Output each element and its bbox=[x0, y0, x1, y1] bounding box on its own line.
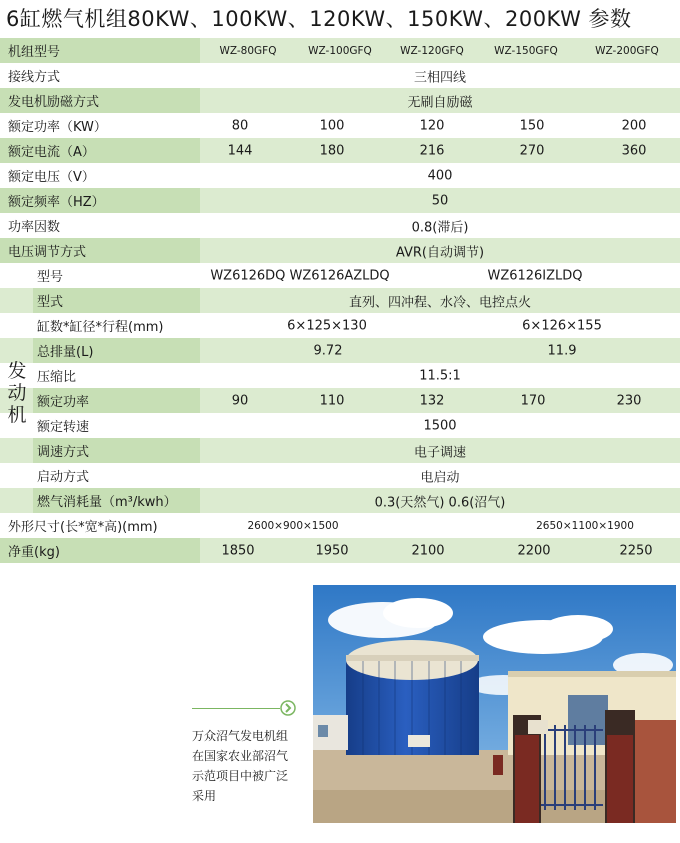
cell: WZ-80GFQ bbox=[219, 44, 277, 57]
biogas-plant-photo bbox=[313, 585, 676, 823]
cell: WZ6126IZLDQ bbox=[487, 268, 583, 283]
table-row bbox=[0, 138, 680, 163]
cell: 216 bbox=[419, 143, 445, 158]
cell: 1850 bbox=[221, 543, 255, 558]
row-label: 额定功率 bbox=[33, 388, 200, 413]
cell: 2650×1100×1900 bbox=[536, 519, 634, 532]
cell: WZ-100GFQ bbox=[308, 44, 372, 57]
cell: WZ-120GFQ bbox=[400, 44, 464, 57]
table-row bbox=[0, 463, 680, 488]
cell: 270 bbox=[519, 143, 545, 158]
table-row bbox=[0, 163, 680, 188]
table-row bbox=[0, 63, 680, 88]
caption-line: 万众沼气发电机组 bbox=[192, 729, 289, 743]
cell: 50 bbox=[431, 193, 449, 208]
row-label: 发电机励磁方式 bbox=[0, 88, 200, 113]
row-label: 型号 bbox=[37, 270, 64, 285]
cell: 2200 bbox=[517, 543, 551, 558]
table-row bbox=[0, 238, 680, 263]
cell: 230 bbox=[616, 393, 642, 408]
cell: 1500 bbox=[423, 418, 457, 433]
row-label: 燃气消耗量（m³/kwh） bbox=[33, 488, 200, 513]
cell: 2250 bbox=[619, 543, 653, 558]
row-label: 额定电流（A） bbox=[0, 138, 200, 163]
table-row bbox=[0, 513, 680, 538]
page-title: 6缸燃气机组80KW、100KW、120KW、150KW、200KW 参数 bbox=[6, 7, 632, 31]
row-label: 接线方式 bbox=[8, 70, 61, 85]
row-label: 型式 bbox=[33, 288, 200, 313]
table-row bbox=[0, 388, 680, 413]
table-row bbox=[0, 438, 680, 463]
cell: 2600×900×1500 bbox=[247, 519, 339, 532]
caption-line: 采用 bbox=[192, 789, 217, 803]
cell: 电启动 bbox=[420, 470, 460, 485]
photo-illustration bbox=[313, 585, 676, 823]
cell: 132 bbox=[419, 393, 445, 408]
cell: 11.9 bbox=[547, 343, 577, 358]
cell: 0.3(天然气) 0.6(沼气) bbox=[374, 495, 506, 510]
caption-line: 示范项目中被广泛 bbox=[192, 769, 289, 783]
table-row bbox=[0, 288, 680, 313]
chevron-right-icon bbox=[280, 700, 296, 716]
table-row bbox=[0, 363, 680, 388]
cell: 144 bbox=[227, 143, 253, 158]
cell: 9.72 bbox=[313, 343, 343, 358]
photo-caption bbox=[192, 726, 288, 806]
cell: WZ-200GFQ bbox=[595, 44, 659, 57]
row-label: 额定功率（KW） bbox=[8, 120, 107, 135]
cell: 三相四线 bbox=[413, 70, 467, 85]
table-row bbox=[0, 88, 680, 113]
engine-section-label: 发动机 bbox=[7, 360, 27, 426]
cell: 无刷自励磁 bbox=[407, 95, 473, 110]
cell: 80 bbox=[231, 118, 249, 133]
cell: 直列、四冲程、水冷、电控点火 bbox=[348, 295, 532, 310]
table-row bbox=[0, 38, 680, 63]
table-row bbox=[0, 113, 680, 138]
cell: 180 bbox=[319, 143, 345, 158]
row-label: 启动方式 bbox=[37, 470, 90, 485]
row-label: 外形尺寸(长*宽*高)(mm) bbox=[8, 520, 158, 535]
cell: WZ6126DQ WZ6126AZLDQ bbox=[210, 268, 390, 283]
table-row bbox=[0, 488, 680, 513]
table-row bbox=[0, 338, 680, 363]
row-label: 额定电压（V） bbox=[8, 170, 95, 185]
table-row bbox=[0, 213, 680, 238]
row-label: 功率因数 bbox=[8, 220, 61, 235]
table-row bbox=[0, 413, 680, 438]
cell: 6×125×130 bbox=[287, 318, 367, 333]
cell: 0.8(滞后) bbox=[411, 220, 469, 235]
cell: WZ-150GFQ bbox=[494, 44, 558, 57]
table-row bbox=[0, 313, 680, 338]
cell: 100 bbox=[319, 118, 345, 133]
table-row bbox=[0, 188, 680, 213]
cell: 400 bbox=[427, 168, 453, 183]
cell: 90 bbox=[231, 393, 249, 408]
cell: 电子调速 bbox=[413, 445, 467, 460]
table-row bbox=[0, 263, 680, 288]
row-label: 净重(kg) bbox=[0, 538, 200, 563]
spec-table bbox=[0, 38, 680, 563]
cell: 6×126×155 bbox=[522, 318, 602, 333]
cell: 1950 bbox=[315, 543, 349, 558]
row-label: 缸数*缸径*行程(mm) bbox=[37, 320, 164, 335]
cell: 150 bbox=[519, 118, 545, 133]
cell: AVR(自动调节) bbox=[395, 245, 485, 260]
caption-line: 在国家农业部沼气 bbox=[192, 749, 289, 763]
row-label: 机组型号 bbox=[0, 38, 200, 63]
cell: 170 bbox=[520, 393, 546, 408]
caption-divider bbox=[192, 708, 280, 709]
cell: 2100 bbox=[411, 543, 445, 558]
row-label: 额定转速 bbox=[37, 420, 90, 435]
row-label: 总排量(L) bbox=[33, 338, 200, 363]
cell: 11.5:1 bbox=[419, 368, 461, 383]
cell: 360 bbox=[621, 143, 647, 158]
row-label: 压缩比 bbox=[37, 370, 77, 385]
cell: 110 bbox=[319, 393, 345, 408]
cell: 120 bbox=[419, 118, 445, 133]
table-row bbox=[0, 538, 680, 563]
row-label: 额定频率（HZ） bbox=[0, 188, 200, 213]
row-label: 调速方式 bbox=[33, 438, 200, 463]
row-label: 电压调节方式 bbox=[0, 238, 200, 263]
cell: 200 bbox=[621, 118, 647, 133]
